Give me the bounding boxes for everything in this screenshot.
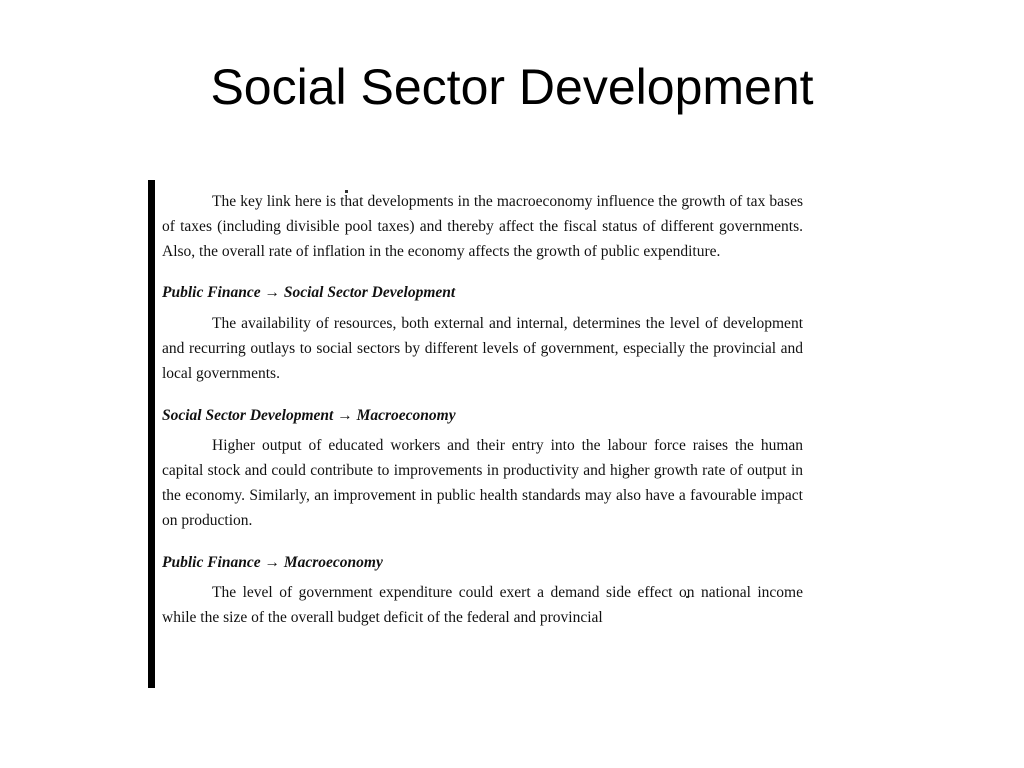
paragraph-educated-workers: Higher output of educated workers and their entry into the labour force raises the human capital stock and could contribute to improvements in productivity and higher growth rate of output in the economy. Similarly, an improvement in public health standards may also have a favourable impact on production. (162, 437, 803, 529)
slide-title: Social Sector Development (210, 59, 814, 115)
paragraph-macroeconomy-public-finance: The key link here is that developments in the macroeconomy influence the growth of tax bases of taxes (including divisible pool taxes) and thereby affect the fiscal status of different governments. Also, the overall rate of inflation in the economy affects the growth of public expenditure. (162, 193, 803, 260)
heading-public-finance-to-social-sector: Public Finance → Social Sector Development (162, 284, 456, 302)
heading-social-sector-to-macroeconomy: Social Sector Development → Macroeconomy (162, 406, 456, 424)
scanned-text-image (148, 178, 820, 688)
paragraph-government-expenditure: The level of government expenditure could exert a demand side effect on national income while the size of the overall budget deficit of the federal and provincial (162, 584, 803, 627)
heading-public-finance-to-macroeconomy: Public Finance → Macroeconomy (162, 553, 383, 571)
document-text (162, 190, 803, 631)
left-border-rule (148, 180, 155, 688)
paragraph-resources: The availability of resources, both external and internal, determines the level of development and recurring outlays to social sectors by different levels of government, especially the provincial and local governments. (162, 315, 803, 382)
